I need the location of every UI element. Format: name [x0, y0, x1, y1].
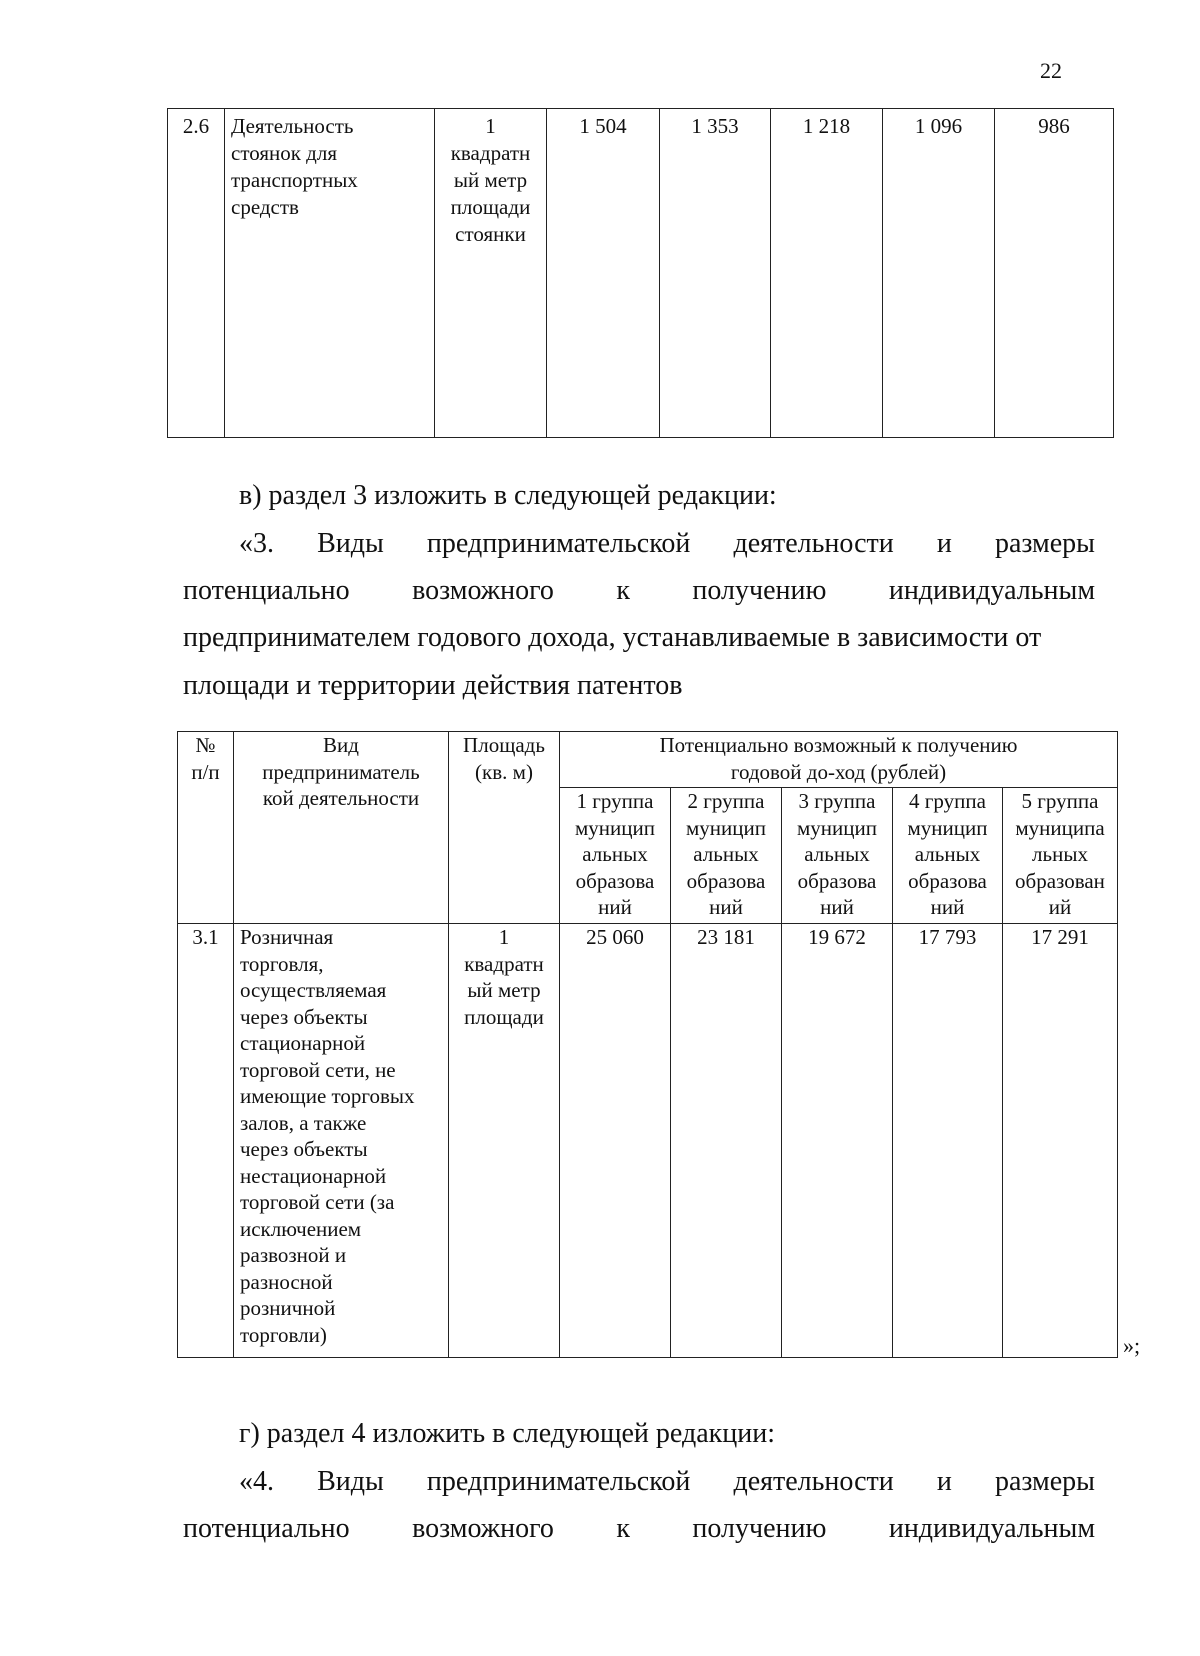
- value-group-3: 1 218: [771, 109, 883, 438]
- header-group-4: 4 группа муницип альных образова ний: [893, 788, 1003, 924]
- header-number: № п/п: [178, 732, 234, 924]
- activity-name-line: средств: [231, 195, 299, 219]
- header-area: Площадь (кв. м): [449, 732, 560, 924]
- header-group-3: 3 группа муницип альных образова ний: [782, 788, 893, 924]
- row-number: 3.1: [178, 924, 234, 1358]
- section-g-heading: г) раздел 4 изложить в следующей редакции:: [239, 1418, 775, 1449]
- unit-line: 1: [485, 114, 496, 138]
- value-group-2: 23 181: [671, 924, 782, 1358]
- unit-line: ый метр: [453, 168, 528, 192]
- unit-cell: 1 квадратн ый метр площади: [449, 924, 560, 1358]
- section-v-heading: в) раздел 3 изложить в следующей редакции:: [239, 480, 777, 511]
- value-group-2: 1 353: [660, 109, 771, 438]
- table-row: [178, 924, 1118, 1358]
- section-g-line-1: «4. Виды предпринимательской деятельности и размеры: [239, 1466, 1095, 1497]
- value-group-5: 17 291: [1003, 924, 1118, 1358]
- section-v-line-1: «3. Виды предпринимательской деятельности и размеры: [239, 528, 1095, 559]
- unit-cell: [435, 109, 547, 438]
- header-group-2: 2 группа муницип альных образова ний: [671, 788, 782, 924]
- activity-name-cell: [225, 109, 435, 438]
- header-group-1: 1 группа муницип альных образова ний: [560, 788, 671, 924]
- page-number: 22: [1040, 58, 1062, 83]
- value-group-4: 1 096: [883, 109, 995, 438]
- header-potential-income: Потенциально возможный к получению годовой до-ход (рублей): [560, 732, 1118, 788]
- section-v-line-2: потенциально возможного к получению индивидуальным: [183, 575, 1096, 606]
- section-g-line-2: потенциально возможного к получению индивидуальным: [183, 1513, 1096, 1544]
- table-header-row: [178, 732, 1118, 788]
- value-group-1: 25 060: [560, 924, 671, 1358]
- table-section-3: [177, 731, 1118, 1358]
- value-group-3: 19 672: [782, 924, 893, 1358]
- unit-line: стоянки: [455, 222, 526, 246]
- table-activity-2-6: [167, 108, 1114, 438]
- table-row: [168, 109, 1114, 438]
- value-group-1: 1 504: [547, 109, 660, 438]
- header-group-5: 5 группа муниципа льных образован ий: [1003, 788, 1118, 924]
- activity-name-line: транспортных: [231, 168, 358, 192]
- section-v-line-4: площади и территории действия патентов: [183, 670, 683, 701]
- closing-quote: »;: [1123, 1333, 1141, 1358]
- row-number: 2.6: [168, 109, 225, 438]
- unit-line: площади: [450, 195, 531, 219]
- value-group-4: 17 793: [893, 924, 1003, 1358]
- section-v-line-3: предпринимателем годового дохода, устанавливаемые в зависимости от: [183, 622, 1042, 653]
- activity-name-line: стоянок для: [231, 141, 337, 165]
- header-activity-type: Вид предприниматель кой деятельности: [234, 732, 449, 924]
- value-group-5: 986: [995, 109, 1114, 438]
- activity-name-cell: Розничная торговля, осуществляемая через объекты стационарной торговой сети, не имеющие торговых залов, а также через объекты нестационарной торговой сети (за исключением развозной и разносной розничной торговли): [234, 924, 449, 1358]
- activity-name-line: Деятельность: [231, 114, 354, 138]
- unit-line: квадратн: [450, 141, 531, 165]
